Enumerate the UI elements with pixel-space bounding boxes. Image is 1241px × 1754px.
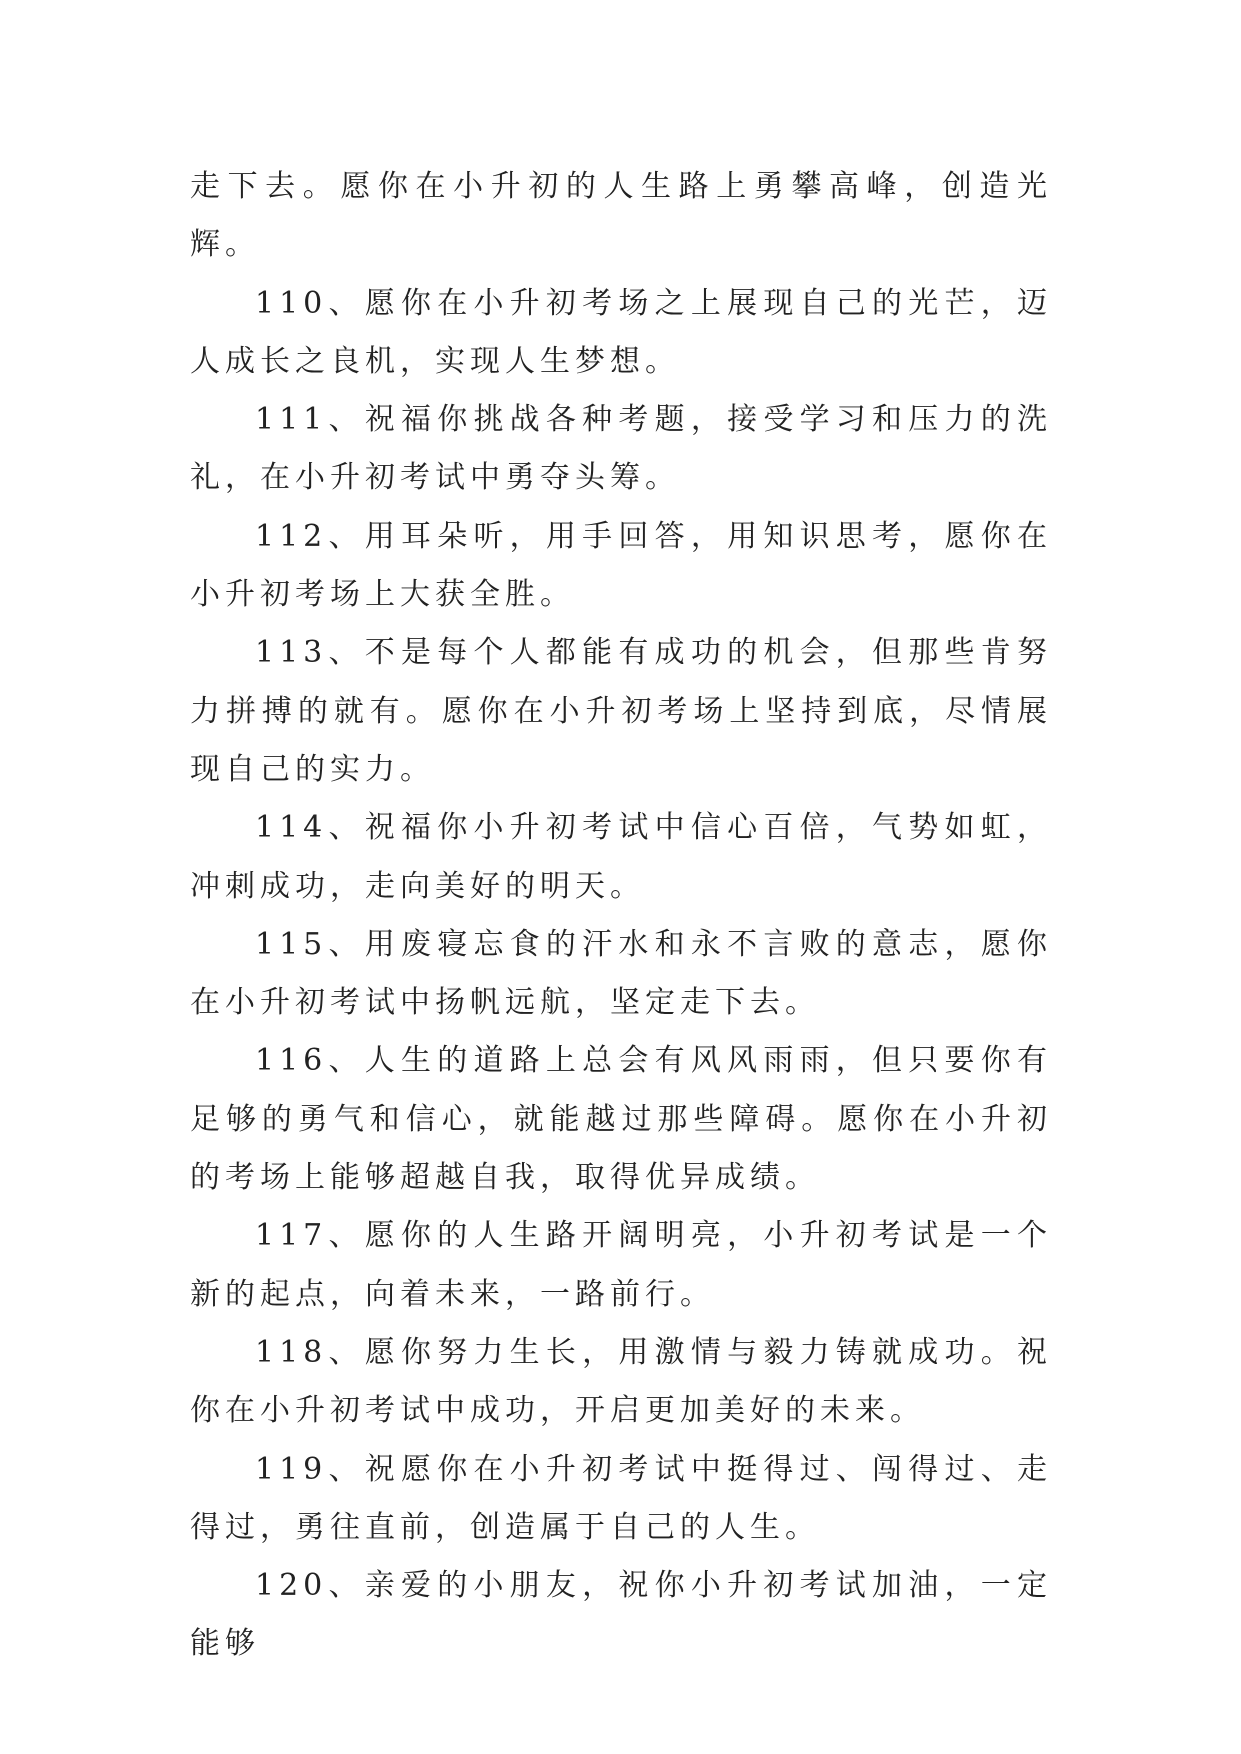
paragraph-119: 119、祝愿你在小升初考试中挺得过、闯得过、走得过，勇往直前，创造属于自己的人生。 xyxy=(190,1451,1052,1545)
paragraph-115: 115、用废寝忘食的汗水和永不言败的意志，愿你在小升初考试中扬帆远航，坚定走下去。 xyxy=(190,926,1052,1021)
paragraph-120: 120、亲爱的小朋友，祝你小升初考试加油，一定能够 xyxy=(190,1568,1052,1662)
paragraph-continuation: 走下去。愿你在小升初的人生路上勇攀高峰，创造光辉。 xyxy=(190,169,1052,263)
paragraph-114: 114、祝福你小升初考试中信心百倍，气势如虹，冲刺成功，走向美好的明天。 xyxy=(190,810,1052,904)
paragraph-113: 113、不是每个人都能有成功的机会，但那些肯努力拼搏的就有。愿你在小升初考场上坚持到底，尽情展现自己的实力。 xyxy=(190,635,1052,787)
document-body xyxy=(190,158,1052,1674)
paragraph-116: 116、人生的道路上总会有风风雨雨，但只要你有足够的勇气和信心，就能越过那些障碍。愿你在小升初的考场上能够超越自我，取得优异成绩。 xyxy=(190,1043,1052,1196)
paragraph-117: 117、愿你的人生路开阔明亮，小升初考试是一个新的起点，向着未来，一路前行。 xyxy=(190,1218,1052,1312)
paragraph-118: 118、愿你努力生长，用激情与毅力铸就成功。祝你在小升初考试中成功，开启更加美好的未来。 xyxy=(190,1334,1052,1429)
paragraph-110: 110、愿你在小升初考场之上展现自己的光芒，迈人成长之良机，实现人生梦想。 xyxy=(190,285,1052,379)
paragraph-112: 112、用耳朵听，用手回答，用知识思考，愿你在小升初考场上大获全胜。 xyxy=(190,518,1052,613)
paragraph-111: 111、祝福你挑战各种考题，接受学习和压力的洗礼，在小升初考试中勇夺头筹。 xyxy=(190,402,1052,496)
